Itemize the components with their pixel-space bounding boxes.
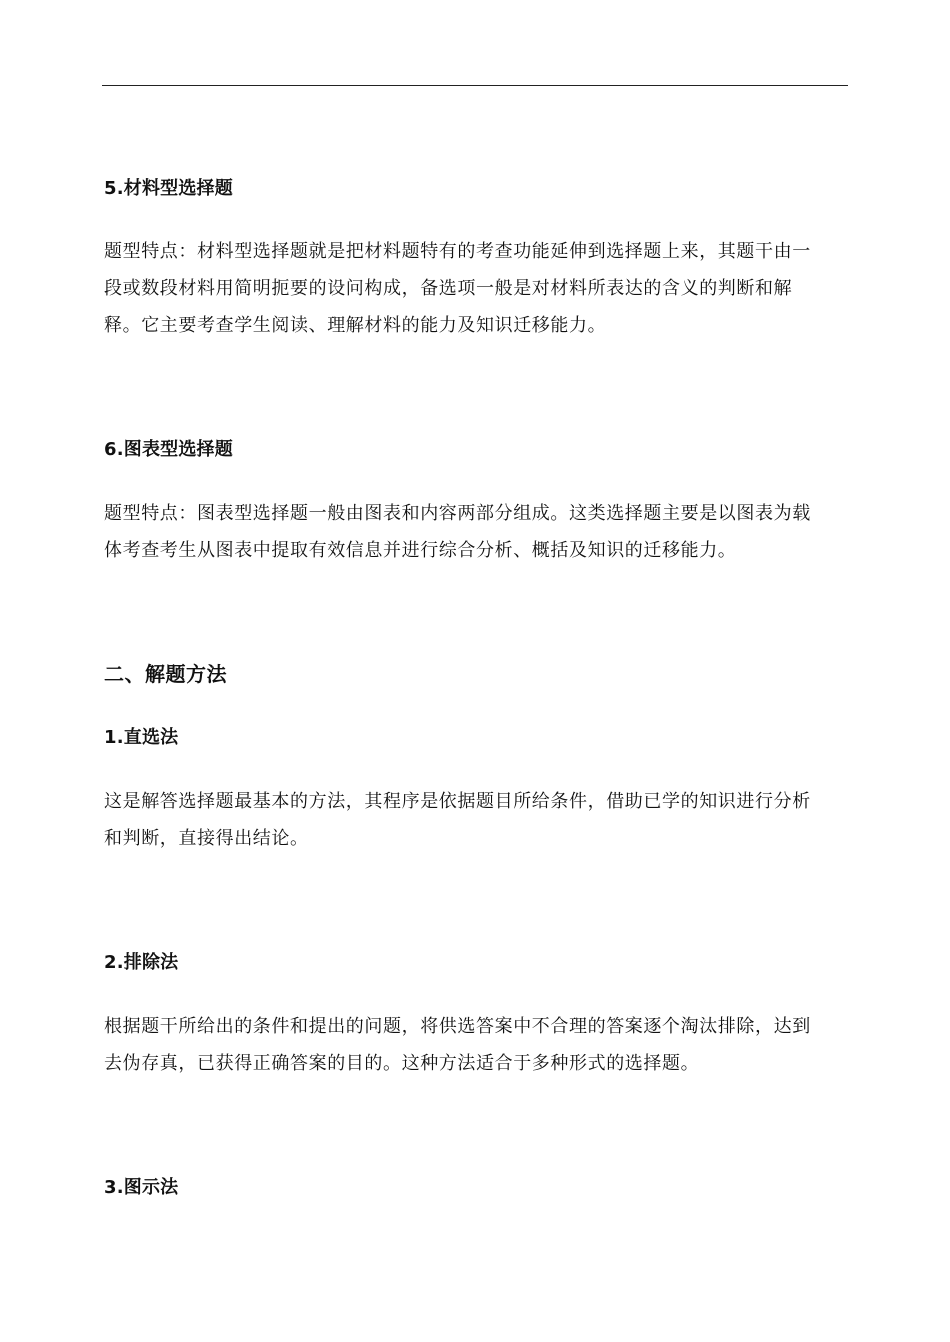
paragraph-material-type — [104, 233, 844, 344]
paragraph-line: 这是解答选择题最基本的方法，其程序是依据题目所给条件，借助已学的知识进行分析 — [104, 791, 811, 812]
paragraph-direct-method — [104, 783, 844, 857]
method-heading-direct: 1.直选法 — [104, 727, 179, 748]
paragraph-elimination-method — [104, 1008, 844, 1082]
header-divider — [102, 85, 848, 86]
part-heading-methods: 二、解题方法 — [104, 662, 227, 686]
paragraph-line: 和判断，直接得出结论。 — [104, 828, 309, 849]
paragraph-line: 根据题干所给出的条件和提出的问题，将供选答案中不合理的答案逐个淘汰排除，达到 — [104, 1016, 811, 1037]
paragraph-chart-type — [104, 495, 844, 569]
paragraph-line: 体考查考生从图表中提取有效信息并进行综合分析、概括及知识的迁移能力。 — [104, 540, 737, 561]
paragraph-line: 题型特点：材料型选择题就是把材料题特有的考查功能延伸到选择题上来，其题干由一 — [104, 241, 811, 262]
method-heading-diagram: 3.图示法 — [104, 1177, 179, 1198]
paragraph-line: 题型特点：图表型选择题一般由图表和内容两部分组成。这类选择题主要是以图表为载 — [104, 503, 811, 524]
method-heading-elimination: 2.排除法 — [104, 952, 179, 973]
section-heading-chart-type: 6.图表型选择题 — [104, 439, 233, 460]
section-heading-material-type: 5.材料型选择题 — [104, 178, 233, 199]
paragraph-line: 去伪存真，已获得正确答案的目的。这种方法适合于多种形式的选择题。 — [104, 1053, 700, 1074]
paragraph-line: 释。它主要考查学生阅读、理解材料的能力及知识迁移能力。 — [104, 315, 607, 336]
paragraph-line: 段或数段材料用简明扼要的设问构成，备选项一般是对材料所表达的含义的判断和解 — [104, 278, 793, 299]
